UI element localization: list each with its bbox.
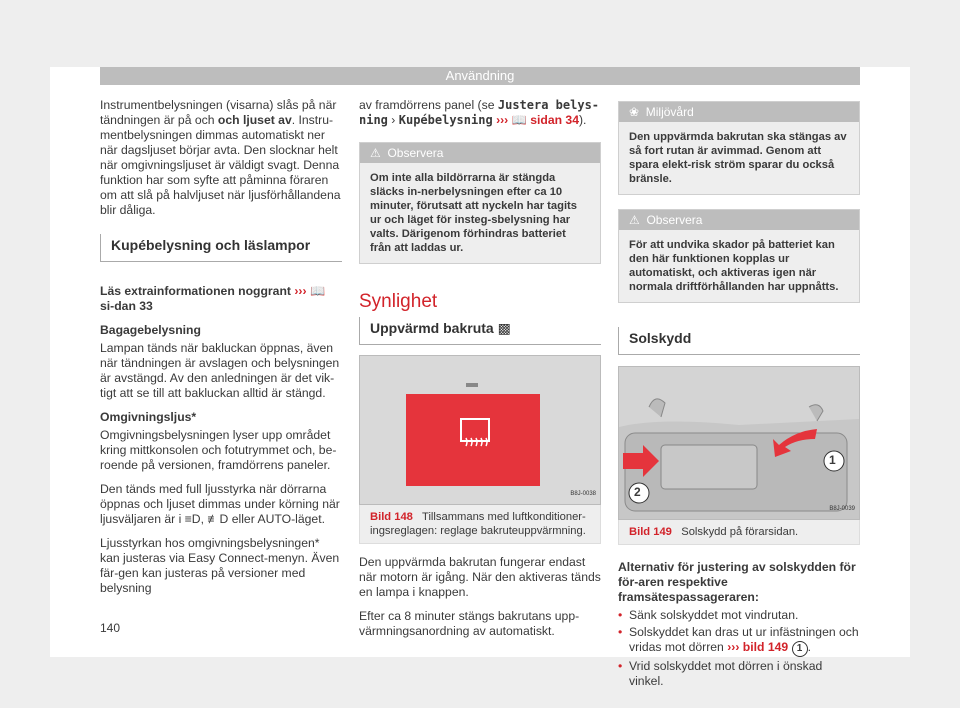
list-item: • Sänk solskyddet mot vindrutan. [618,608,860,623]
paragraph: Efter ca 8 minuter stängs bakrutans upp-värmningsanordning av automatiskt. [359,609,580,638]
leaf-icon: ❀ [629,105,640,119]
callout-badge: 1 [792,641,808,657]
column-1 [100,98,342,605]
column-3 [618,101,860,691]
page-number: 140 [100,621,121,635]
column-2 [359,98,601,648]
instruction-list [618,608,860,689]
figure-code: B8J-0039 [829,506,855,512]
rear-defrost-button-illustration [360,356,600,504]
warning-icon: ⚠ [370,146,381,160]
figure-caption: Bild 149 Solskydd på förarsidan. [618,520,860,545]
figure-148 [359,355,601,505]
chevron-arrows-icon: ››› [727,640,740,654]
note-box [359,142,601,264]
read-more: Läs extrainformationen noggrant ››› 📖 si-dan 33 [100,284,326,313]
rear-defrost-icon: ▩ [497,320,511,336]
page-link[interactable]: sidan 34 [530,113,579,127]
section-heading: Solskydd [618,327,860,355]
warning-icon: ⚠ [629,213,640,227]
intro: Alternativ för justering av solskydden för för-aren respektive framsätespassageraren: [618,560,856,604]
list-item: • Solskyddet kan dras ut ur infästningen och vridas mot dörren ››› bild 149 1 . [618,625,860,657]
book-icon: 📖 [511,113,527,127]
subtitle: Bagagebelysning [100,323,201,337]
callout-1: 1 [829,453,836,467]
note-text: Om inte alla bildörrarna är stängda släcks in-nerbelysningen efter ca 10 minuter, förutsatt att nyckeln har tagits ur och läget för insteg-sbelysning har valts. Därigenom förhindras batteriet från att laddas ur. [370,172,578,254]
note-header: ⚠ Observera [360,143,600,163]
book-icon: 📖 [309,284,326,298]
page-header: Användning [100,67,860,85]
environment-text: Den uppvärmda bakrutan ska stängas av så fort rutan är avimmad. Genom att spara elekt-risk ström sparar du också bränsle. [629,131,847,185]
section-heading: Uppvärmd bakruta ▩ [359,317,601,345]
figure-code: B8J-0038 [570,491,596,497]
note-text: För att undvika skador på batteriet kan den här funktionen kopplas ur automatiskt, och aktiveras igen när normala driftförhållanden har uppnåtts. [629,239,839,293]
paragraph: Instrumentbelysningen (visarna) slås på när tändningen är på och och ljuset av. Instru-mentbelysningen dimmas automatiskt ner när dagsljuset börjar avta. Den slocknar helt när omgivningsljuset är väldigt svagt. Denna funktion har som syfte att påminna föraren om att slå på halvljuset när ljusförhållandena blir dåliga. [100,98,341,217]
list-item: • Vrid solskyddet mot dörren i önskad vinkel. [618,659,860,689]
environment-header: ❀ Miljövård [619,102,859,122]
figure-149 [618,366,860,520]
subtitle: Omgivningsljus* [100,410,197,424]
chevron-arrows-icon: ››› [496,113,509,127]
paragraph: Omgivningsbelysningen lyser upp området kring mittkonsolen och fotutrymmet och, be-roende på versionen, framdörrens paneler. [100,428,337,472]
note-header: ⚠ Observera [619,210,859,230]
paragraph: Den uppvärmda bakrutan fungerar endast när motorn är igång. När den aktiveras tänds en lampa i knappen. [359,555,601,599]
section-title: Synlighet [359,291,438,312]
figure-caption: Bild 148 Tillsammans med luftkonditioner-ingsreglagen: reglage bakruteuppvärmning. [359,505,601,544]
environment-box [618,101,860,195]
section-heading: Kupébelysning och läslampor [100,234,342,262]
paragraph: av framdörrens panel (se Justera belys-ning › Kupébelysning ››› 📖 sidan 34). [359,98,600,127]
paragraph: Den tänds med full ljusstyrka när dörrarna öppnas och ljuset dimmas under körning när ljusväljaren är i ≡D, ≢D eller AUTO-läget. [100,482,340,526]
paragraph: Ljusstyrkan hos omgivningsbelysningen* kan justeras via Easy Connect-menyn. Även fär-gen kan justeras på versioner med belysning [100,536,340,595]
note-box [618,209,860,303]
paragraph: Lampan tänds när bakluckan öppnas, även när tändningen är avslagen och belysningen är avstängd. Av den anledningen är det vik-tigt att se till att bakluckan alltid är stängd. [100,341,340,400]
chevron-arrows-icon: ››› [294,284,307,298]
callout-2: 2 [634,485,641,499]
sun-visor-illustration [619,367,859,519]
figure-link[interactable]: bild 149 [742,640,789,654]
page-link[interactable]: si-dan 33 [100,299,153,313]
